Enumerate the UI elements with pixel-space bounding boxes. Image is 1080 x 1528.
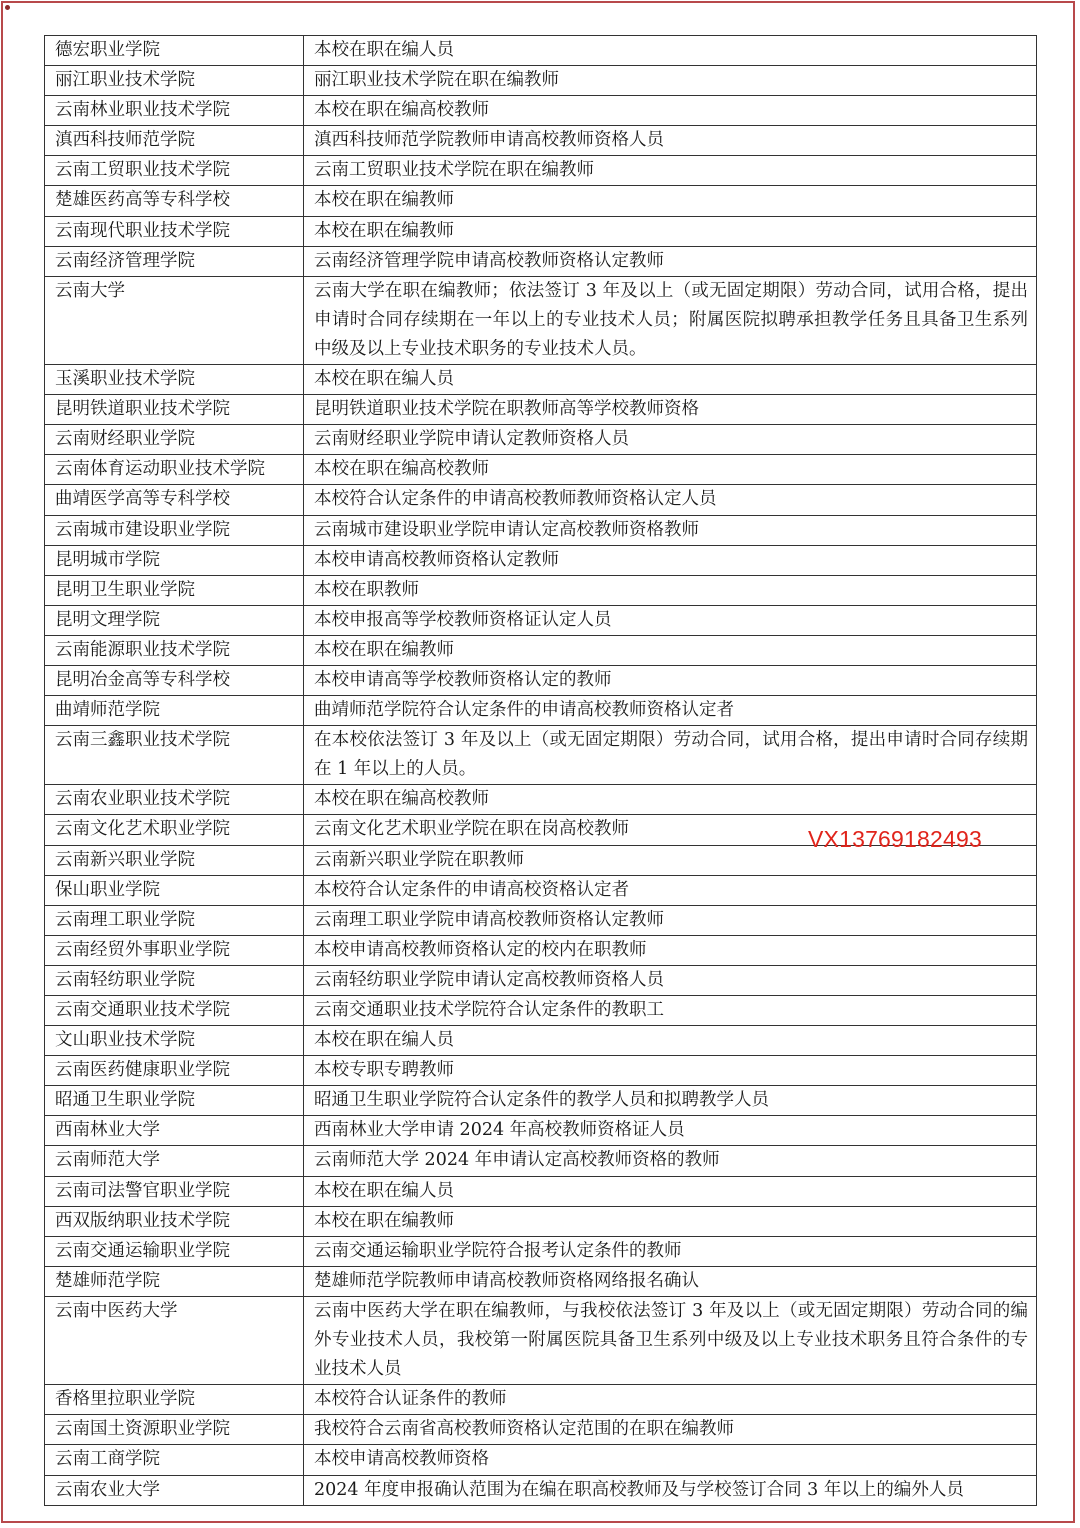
table-row [45,425,1037,455]
table-row [45,1176,1037,1206]
scope-cell: 本校专职专聘教师 [304,1056,1037,1086]
school-name-cell: 云南司法警官职业学院 [45,1176,304,1206]
scope-cell: 西南林业大学申请 2024 年高校教师资格证人员 [304,1116,1037,1146]
scope-cell: 我校符合云南省高校教师资格认定范围的在职在编教师 [304,1415,1037,1445]
table-row [45,1296,1037,1384]
table-row [45,276,1037,364]
scope-cell: 云南轻纺职业学院申请认定高校教师资格人员 [304,965,1037,995]
table-row [45,605,1037,635]
school-name-cell: 云南轻纺职业学院 [45,965,304,995]
table-row [45,1116,1037,1146]
scope-cell: 本校符合认定条件的申请高校资格认定者 [304,875,1037,905]
table-row [45,66,1037,96]
school-name-cell: 昆明城市学院 [45,545,304,575]
table-row [45,1026,1037,1056]
table-row [45,905,1037,935]
school-name-cell: 西双版纳职业技术学院 [45,1206,304,1236]
school-name-cell: 西南林业大学 [45,1116,304,1146]
scope-cell: 楚雄师范学院教师申请高校教师资格网络报名确认 [304,1266,1037,1296]
table-row [45,1266,1037,1296]
school-name-cell: 云南体育运动职业技术学院 [45,455,304,485]
table-row [45,365,1037,395]
scope-cell: 本校在职在编教师 [304,216,1037,246]
table-row [45,1475,1037,1505]
school-name-cell: 玉溪职业技术学院 [45,365,304,395]
table-row [45,36,1037,66]
scope-cell: 云南财经职业学院申请认定教师资格人员 [304,425,1037,455]
scope-cell: 本校在职在编教师 [304,186,1037,216]
school-name-cell: 云南现代职业技术学院 [45,216,304,246]
scope-cell: 本校符合认定条件的申请高校教师教师资格认定人员 [304,485,1037,515]
school-name-cell: 云南新兴职业学院 [45,845,304,875]
scope-cell: 本校在职在编人员 [304,36,1037,66]
scope-cell: 云南城市建设职业学院申请认定高校教师资格教师 [304,515,1037,545]
table-row [45,515,1037,545]
table-row [45,575,1037,605]
school-name-cell: 云南医药健康职业学院 [45,1056,304,1086]
table-row [45,785,1037,815]
school-name-cell: 楚雄师范学院 [45,1266,304,1296]
scope-cell: 本校在职在编高校教师 [304,785,1037,815]
scope-cell: 本校在职在编人员 [304,1176,1037,1206]
school-name-cell: 云南经济管理学院 [45,246,304,276]
scope-cell: 云南理工职业学院申请高校教师资格认定教师 [304,905,1037,935]
watermark-text: VX13769182493 [808,826,982,852]
school-name-cell: 文山职业技术学院 [45,1026,304,1056]
school-name-cell: 云南交通运输职业学院 [45,1236,304,1266]
scope-cell: 本校申请高校教师资格 [304,1445,1037,1475]
scope-cell: 本校在职在编高校教师 [304,96,1037,126]
table-row [45,485,1037,515]
scope-cell: 本校申请高等学校教师资格认定的教师 [304,665,1037,695]
scope-cell: 本校在职在编教师 [304,635,1037,665]
table-row [45,1236,1037,1266]
scope-cell: 昆明铁道职业技术学院在职教师高等学校教师资格 [304,395,1037,425]
school-name-cell: 云南林业职业技术学院 [45,96,304,126]
school-scope-table [44,35,1037,1506]
school-name-cell: 云南农业大学 [45,1475,304,1505]
table-row [45,186,1037,216]
scope-cell: 本校在职教师 [304,575,1037,605]
school-name-cell: 云南财经职业学院 [45,425,304,455]
school-name-cell: 德宏职业学院 [45,36,304,66]
table-row [45,935,1037,965]
table-row [45,216,1037,246]
corner-mark [5,5,10,10]
school-name-cell: 云南交通职业技术学院 [45,996,304,1026]
school-name-cell: 曲靖医学高等专科学校 [45,485,304,515]
table-row [45,696,1037,726]
scope-cell: 滇西科技师范学院教师申请高校教师资格人员 [304,126,1037,156]
school-name-cell: 云南城市建设职业学院 [45,515,304,545]
school-name-cell: 保山职业学院 [45,875,304,905]
table-row [45,395,1037,425]
scope-cell: 云南中医药大学在职在编教师，与我校依法签订 3 年及以上（或无固定期限）劳动合同的编外专业技术人员，我校第一附属医院具备卫生系列中级及以上专业技术职务且符合条件的专业技术人员 [304,1296,1037,1384]
table-row [45,665,1037,695]
school-name-cell: 云南经贸外事职业学院 [45,935,304,965]
scope-cell: 本校申请高校教师资格认定教师 [304,545,1037,575]
school-name-cell: 云南中医药大学 [45,1296,304,1384]
school-name-cell: 昆明文理学院 [45,605,304,635]
scope-cell: 云南交通运输职业学院符合报考认定条件的教师 [304,1236,1037,1266]
table-row [45,455,1037,485]
table-row [45,635,1037,665]
table-row [45,96,1037,126]
school-name-cell: 昆明冶金高等专科学校 [45,665,304,695]
scope-cell: 本校申请高校教师资格认定的校内在职教师 [304,935,1037,965]
table-row [45,545,1037,575]
school-name-cell: 云南三鑫职业技术学院 [45,726,304,785]
scope-cell: 本校申报高等学校教师资格证认定人员 [304,605,1037,635]
school-name-cell: 云南工商学院 [45,1445,304,1475]
school-name-cell: 云南师范大学 [45,1146,304,1176]
scope-cell: 在本校依法签订 3 年及以上（或无固定期限）劳动合同，试用合格，提出申请时合同存续期在 1 年以上的人员。 [304,726,1037,785]
table-body [45,36,1037,1506]
school-name-cell: 楚雄医药高等专科学校 [45,186,304,216]
school-name-cell: 云南能源职业技术学院 [45,635,304,665]
school-name-cell: 云南理工职业学院 [45,905,304,935]
scope-cell: 本校在职在编高校教师 [304,455,1037,485]
school-name-cell: 滇西科技师范学院 [45,126,304,156]
scope-cell: 本校在职在编教师 [304,1206,1037,1236]
school-name-cell: 曲靖师范学院 [45,696,304,726]
table-row [45,1385,1037,1415]
table-row [45,246,1037,276]
scope-cell: 本校符合认证条件的教师 [304,1385,1037,1415]
scope-cell: 云南大学在职在编教师；依法签订 3 年及以上（或无固定期限）劳动合同，试用合格，提出申请时合同存续期在一年以上的专业技术人员；附属医院拟聘承担教学任务且具备卫生系列中级及以上专业技术职务的专业技术人员。 [304,276,1037,364]
scope-cell: 2024 年度申报确认范围为在编在职高校教师及与学校签订合同 3 年以上的编外人员 [304,1475,1037,1505]
scope-cell: 云南经济管理学院申请高校教师资格认定教师 [304,246,1037,276]
table-row [45,126,1037,156]
scope-cell: 本校在职在编人员 [304,1026,1037,1056]
scope-cell: 云南新兴职业学院在职教师 [304,845,1037,875]
scope-cell: 云南交通职业技术学院符合认定条件的教职工 [304,996,1037,1026]
table-row [45,875,1037,905]
scope-cell: 本校在职在编人员 [304,365,1037,395]
table-row [45,996,1037,1026]
school-name-cell: 昆明铁道职业技术学院 [45,395,304,425]
table-row [45,965,1037,995]
school-name-cell: 云南农业职业技术学院 [45,785,304,815]
school-name-cell: 云南工贸职业技术学院 [45,156,304,186]
table-row [45,726,1037,785]
school-name-cell: 云南大学 [45,276,304,364]
table-row [45,156,1037,186]
scope-cell: 云南文化艺术职业学院在职在岗高校教师 [304,815,1037,845]
scope-cell: 云南工贸职业技术学院在职在编教师 [304,156,1037,186]
scope-cell: 曲靖师范学院符合认定条件的申请高校教师资格认定者 [304,696,1037,726]
school-name-cell: 昆明卫生职业学院 [45,575,304,605]
school-name-cell: 昭通卫生职业学院 [45,1086,304,1116]
table-row [45,1086,1037,1116]
school-name-cell: 云南国土资源职业学院 [45,1415,304,1445]
table-row [45,1056,1037,1086]
table-row [45,1206,1037,1236]
school-name-cell: 云南文化艺术职业学院 [45,815,304,845]
scope-cell: 丽江职业技术学院在职在编教师 [304,66,1037,96]
table-row [45,1415,1037,1445]
school-name-cell: 香格里拉职业学院 [45,1385,304,1415]
scope-cell: 云南师范大学 2024 年申请认定高校教师资格的教师 [304,1146,1037,1176]
table-row [45,1445,1037,1475]
scope-cell: 昭通卫生职业学院符合认定条件的教学人员和拟聘教学人员 [304,1086,1037,1116]
school-name-cell: 丽江职业技术学院 [45,66,304,96]
table-row [45,1146,1037,1176]
